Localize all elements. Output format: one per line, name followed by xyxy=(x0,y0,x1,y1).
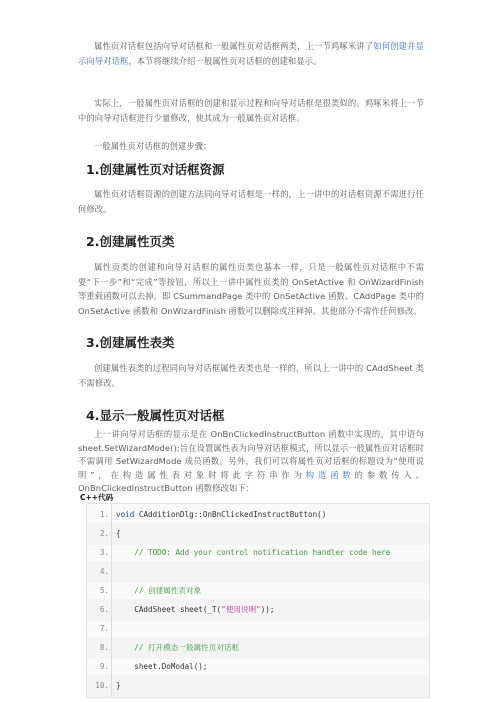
section-4-text: 上一讲向导对话框的显示是在 OnBnClickedInstructButton 函数中实现的，其中语句 sheet.SetWizardMode();旨在设置属性表为向导对话框模式，所以显示一般属性页对话框时不需调用 SetWizardMode 成员函数。另外，我们可以将属性页对话框的标题设为“使用说明”，在构造属性表对象时将此字符串作为 xyxy=(78,429,424,480)
code-block xyxy=(86,503,430,698)
line-number: 5. xyxy=(87,580,112,602)
line-number: 4. xyxy=(87,561,112,583)
section-3-body: 创建属性表类的过程同向导对话框属性表类也是一样的，所以上一讲中的 CAddSheet 类不需修改。 xyxy=(78,363,424,388)
line-number: 3. xyxy=(87,542,112,564)
section-3-heading: 3.创建属性表类 xyxy=(86,335,175,350)
intro-paragraph-2: 实际上，一般属性页对话框的创建和显示过程和向导对话框是很类似的。鸡啄米将上一节中的向导对话框进行少量修改，使其成为一般属性页对话框。 xyxy=(78,98,424,123)
code-text xyxy=(116,548,134,557)
code-comment: // 创建属性表对象 xyxy=(134,586,202,595)
code-text-end: )); xyxy=(260,605,275,614)
code-text: { xyxy=(116,529,121,538)
section-4-text-b: 的参数传入。OnBnClickedInstructButton 函数修改如下： xyxy=(78,469,425,493)
section-4-heading: 4.显示一般属性页对话框 xyxy=(86,408,225,423)
code-comment: // TODO: Add your control notification handler code here xyxy=(134,548,391,557)
line-number: 8. xyxy=(87,637,112,659)
code-text: CAddSheet sheet(_T( xyxy=(116,605,222,614)
line-number: 7. xyxy=(87,618,112,640)
section-2-body: 属性页类的创建和向导对话框的属性页类也基本一样，只是一般属性页对话框中不需要“下一步”和“完成”等按钮，所以上一讲中属性页类的 OnSetActive 和 OnWizardFinish 等重载函数可以去掉。即 CSummandPage 类中的 OnSetActive 函数、CAddPage 类中的 OnSetActive 函数和 OnWizardFinish 函数可以删除或注释掉。其他部分不需作任何修改。 xyxy=(78,262,424,316)
intro-paragraph-1 xyxy=(78,39,424,68)
line-number: 9. xyxy=(87,656,112,678)
section-4-body xyxy=(78,428,424,496)
code-text: } xyxy=(116,681,121,690)
code-keyword: void xyxy=(116,510,135,519)
intro-text-1: 属性页对话框包括向导对话框和一般属性页对话框两类，上一节鸡啄米讲了 xyxy=(94,41,374,51)
constructor-link[interactable]: 构造函数 xyxy=(305,469,355,480)
code-line xyxy=(87,675,429,697)
intro-text-1b: ，本节将继续介绍一般属性页对话框的创建和显示。 xyxy=(128,55,322,66)
wizard-article-link[interactable]: 如何创建并显示向导对话框 xyxy=(78,41,424,66)
code-comment: // 打开模态一般属性页对话框 xyxy=(134,643,240,652)
code-block-title: C++代码 xyxy=(80,493,114,502)
section-2-heading: 2.创建属性页类 xyxy=(86,234,175,249)
line-number: 6. xyxy=(87,599,112,621)
line-number: 2. xyxy=(87,523,112,545)
code-string: "使用说明" xyxy=(221,605,261,614)
intro-paragraph-3: 一般属性页对话框的创建步骤： xyxy=(94,141,212,151)
section-1-heading: 1.创建属性页对话框资源 xyxy=(86,162,225,177)
code-text xyxy=(116,643,134,652)
code-text: CAdditionDlg::OnBnClickedInstructButton() xyxy=(134,510,327,519)
section-1-body: 属性页对话框资源的创建方法同向导对话框是一样的，上一讲中的对话框资源不需进行任何修改。 xyxy=(78,189,424,214)
line-number: 10. xyxy=(87,675,112,697)
code-text: sheet.DoModal(); xyxy=(116,662,208,671)
code-text xyxy=(116,586,134,595)
line-number: 1. xyxy=(87,504,112,526)
